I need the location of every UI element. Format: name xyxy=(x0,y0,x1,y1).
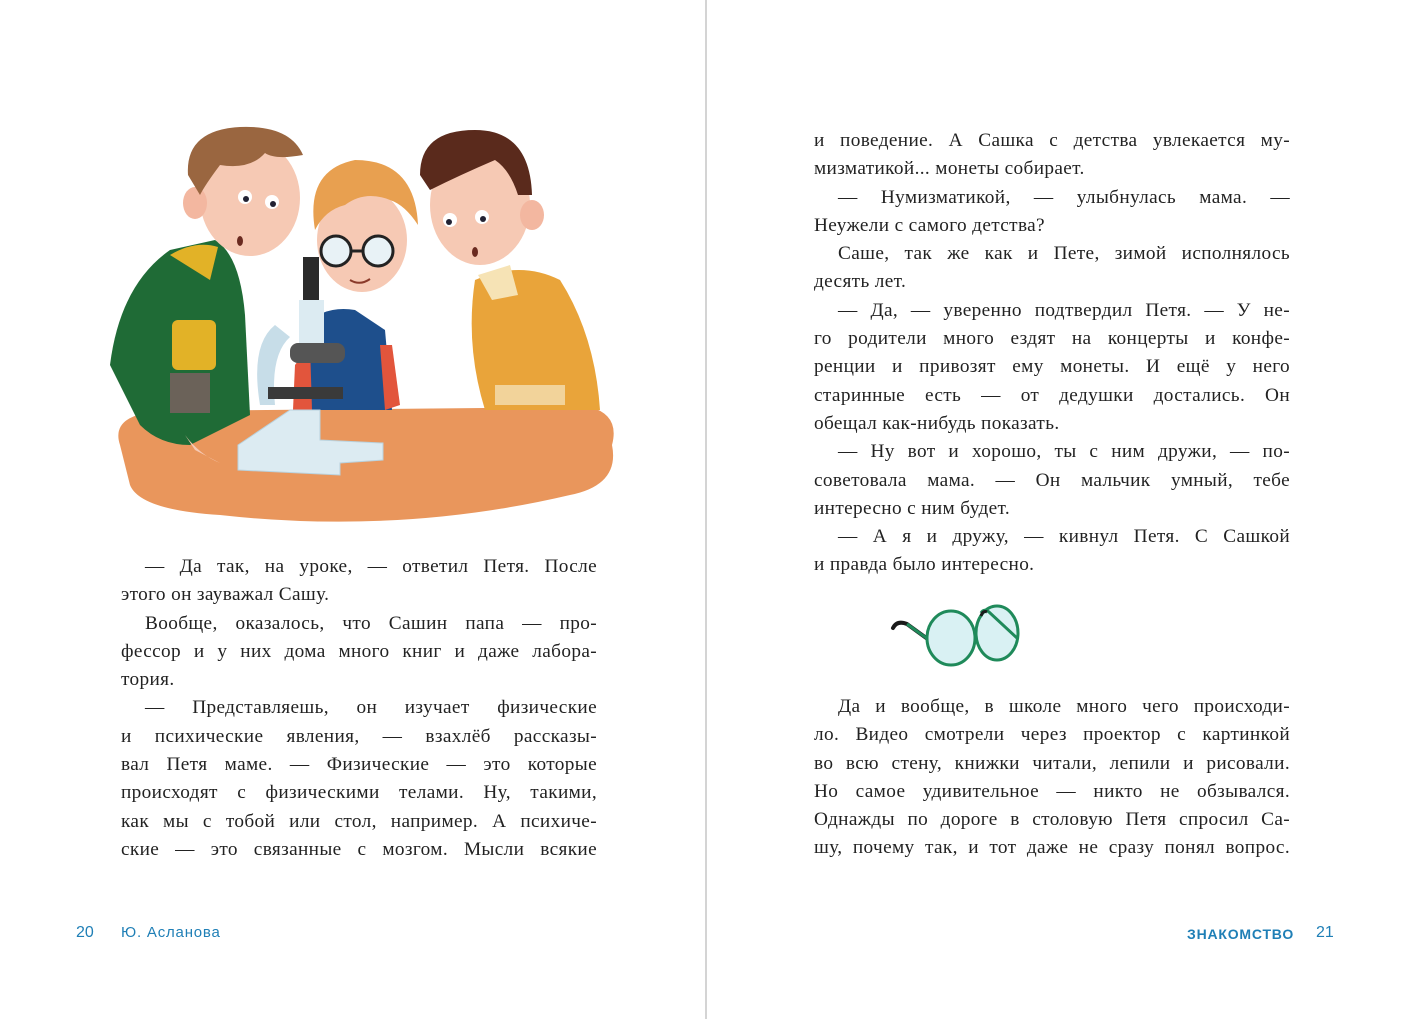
text-line: вал Петя маме. — Физические — это которые xyxy=(121,754,597,776)
text-line: как мы с тобой или стол, например. А психиче- xyxy=(121,810,597,832)
text-line: обещал как-нибудь показать. xyxy=(814,412,1060,434)
text-line: интересно с ним будет. xyxy=(814,497,1011,519)
text-line: советовала мама. — Он мальчик умный, тебе xyxy=(814,469,1290,491)
text-line: и психические явления, — взахлёб рассказы- xyxy=(121,725,597,747)
right-page-text-bottom xyxy=(814,693,1290,863)
text-line: шу, почему так, и тот даже не сразу понял вопрос. xyxy=(814,837,1290,859)
text-line: этого он зауважал Сашу. xyxy=(121,584,330,606)
text-line: Но самое удивительное — никто не обзывался. xyxy=(814,780,1290,802)
page-number-left: 20 xyxy=(76,924,94,941)
text-line: — Ну вот и хорошо, ты с ним дружи, — по- xyxy=(838,441,1290,463)
text-line: Однажды по дороге в столовую Петя спросил Са- xyxy=(814,809,1290,831)
text-line: — А я и дружу, — кивнул Петя. С Сашкой xyxy=(838,526,1290,548)
text-line: тория. xyxy=(121,669,175,691)
text-line: Неужели с самого детства? xyxy=(814,214,1045,236)
text-line: — Да так, на уроке, — ответил Петя. После xyxy=(145,556,597,577)
text-line: — Представляешь, он изучает физические xyxy=(145,697,597,719)
text-line: ренции и привозят ему монеты. И ещё у него xyxy=(814,356,1290,378)
text-line: Саше, так же как и Пете, зимой исполнялось xyxy=(838,243,1290,265)
text-line: Вообще, оказалось, что Сашин папа — про- xyxy=(145,612,597,634)
left-page-text xyxy=(121,553,597,864)
text-line: ло. Видео смотрели через проектор с картинкой xyxy=(814,724,1290,746)
text-line: и поведение. А Сашка с детства увлекается му- xyxy=(814,130,1290,151)
text-line: и правда было интересно. xyxy=(814,554,1035,576)
running-head-author: Ю. Асланова xyxy=(121,924,221,941)
right-page-text-top xyxy=(814,127,1290,580)
text-line: Да и вообще, в школе много чего происходи- xyxy=(838,696,1290,717)
text-line: фессор и у них дома много книг и даже лабора- xyxy=(121,640,597,662)
illustration-boys-with-microscope xyxy=(100,115,620,525)
text-line: — Да, — уверенно подтвердил Петя. — У не- xyxy=(838,299,1290,321)
text-line: — Нумизматикой, — улыбнулась мама. — xyxy=(838,186,1290,208)
right-page xyxy=(706,0,1410,1019)
running-head-chapter: ЗНАКОМСТВО xyxy=(1187,926,1295,942)
text-line: происходят с физическими телами. Ну, такими, xyxy=(121,782,597,804)
glasses-icon xyxy=(889,600,1029,672)
text-line: ские — это связанные с мозгом. Мысли всякие xyxy=(121,838,597,860)
text-line: во всю стену, книжки читали, лепили и рисовали. xyxy=(814,752,1290,774)
text-line: десять лет. xyxy=(814,271,907,293)
page-number-right: 21 xyxy=(1316,924,1334,941)
text-line: мизматикой... монеты собирает. xyxy=(814,158,1085,180)
text-line: старинные есть — от дедушки достались. Он xyxy=(814,384,1290,406)
text-line: го родители много ездят на концерты и конфе- xyxy=(814,328,1290,350)
